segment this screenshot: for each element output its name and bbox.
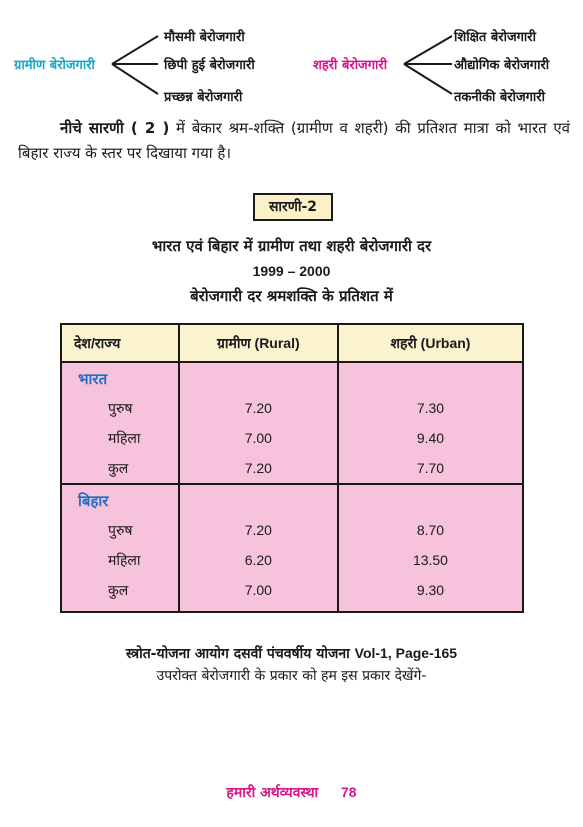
column-header-urban: शहरी (Urban) bbox=[338, 324, 523, 362]
row-label: कुल bbox=[108, 460, 129, 476]
urban-unemployment-label: शहरी बेरोजगारी bbox=[313, 58, 388, 73]
table-group-india bbox=[61, 362, 523, 484]
group-title-india: भारत bbox=[78, 371, 108, 388]
rural-branch-item: छिपी हुई बेरोजगारी bbox=[164, 58, 255, 73]
source-english: Vol-1, Page-165 bbox=[354, 645, 458, 661]
table-year: 1999 – 2000 bbox=[252, 263, 331, 279]
urban-branch-item: औद्योगिक बेरोजगारी bbox=[454, 58, 550, 73]
page-number: 78 bbox=[341, 784, 357, 800]
column-header-rural: ग्रामीण (Rural) bbox=[179, 324, 338, 362]
intro-lead: नीचे सारणी ( 2 ) bbox=[60, 119, 170, 137]
urban-value: 13.50 bbox=[412, 552, 448, 568]
rural-value: 6.20 bbox=[244, 552, 272, 568]
table-subtitle: बेरोजगारी दर श्रमशक्ति के प्रतिशत में bbox=[190, 287, 393, 305]
rural-branch-item: मौसमी बेरोजगारी bbox=[164, 30, 245, 45]
rural-value: 7.20 bbox=[244, 522, 272, 538]
urban-value: 8.70 bbox=[416, 522, 445, 538]
row-label: पुरुष bbox=[108, 522, 133, 538]
source-line bbox=[0, 644, 583, 663]
intro-paragraph bbox=[18, 116, 570, 166]
urban-branch-item: तकनीकी बेरोजगारी bbox=[454, 90, 545, 105]
table-title: भारत एवं बिहार में ग्रामीण तथा शहरी बेरोजगारी दर bbox=[151, 237, 432, 255]
rural-branch-item: प्रच्छन्न बेरोजगारी bbox=[164, 90, 243, 105]
table-group-bihar bbox=[61, 484, 523, 612]
rural-unemployment-label: ग्रामीण बेरोजगारी bbox=[14, 58, 95, 73]
row-label: महिला bbox=[108, 552, 141, 568]
unemployment-table bbox=[60, 323, 524, 613]
page-footer bbox=[0, 783, 583, 802]
group-title-bihar: बिहार bbox=[78, 493, 109, 510]
rural-value: 7.00 bbox=[244, 582, 272, 598]
urban-value: 7.30 bbox=[416, 400, 445, 416]
row-label: पुरुष bbox=[108, 400, 133, 416]
table-label: सारणी-2 bbox=[253, 193, 333, 221]
intro-text: में बेकार श्रम-शक्ति (ग्रामीण व शहरी) की प्रतिशत मात्रा को भारत एवं बिहार राज्य के स्तर पर दिखाया गया है। bbox=[18, 119, 570, 162]
urban-value: 9.40 bbox=[416, 430, 445, 446]
row-label: कुल bbox=[108, 582, 129, 598]
column-header-region: देश/राज्य bbox=[61, 324, 179, 362]
rural-branch-lines bbox=[108, 30, 168, 100]
book-title: हमारी अर्थव्यवस्था bbox=[226, 785, 319, 801]
urban-value: 7.70 bbox=[416, 460, 445, 476]
row-label: महिला bbox=[108, 430, 141, 446]
outro-text: उपरोक्त बेरोजगारी के प्रकार को हम इस प्रकार देखेंगे- bbox=[156, 668, 427, 684]
rural-value: 7.00 bbox=[244, 430, 272, 446]
urban-value: 9.30 bbox=[416, 582, 445, 598]
urban-branch-lines bbox=[400, 30, 460, 100]
source-hindi: स्त्रोत-योजना आयोग दसवीं पंचवर्षीय योजना bbox=[125, 646, 355, 662]
rural-value: 7.20 bbox=[244, 460, 272, 476]
rural-value: 7.20 bbox=[244, 400, 272, 416]
urban-branch-item: शिक्षित बेरोजगारी bbox=[454, 30, 536, 45]
